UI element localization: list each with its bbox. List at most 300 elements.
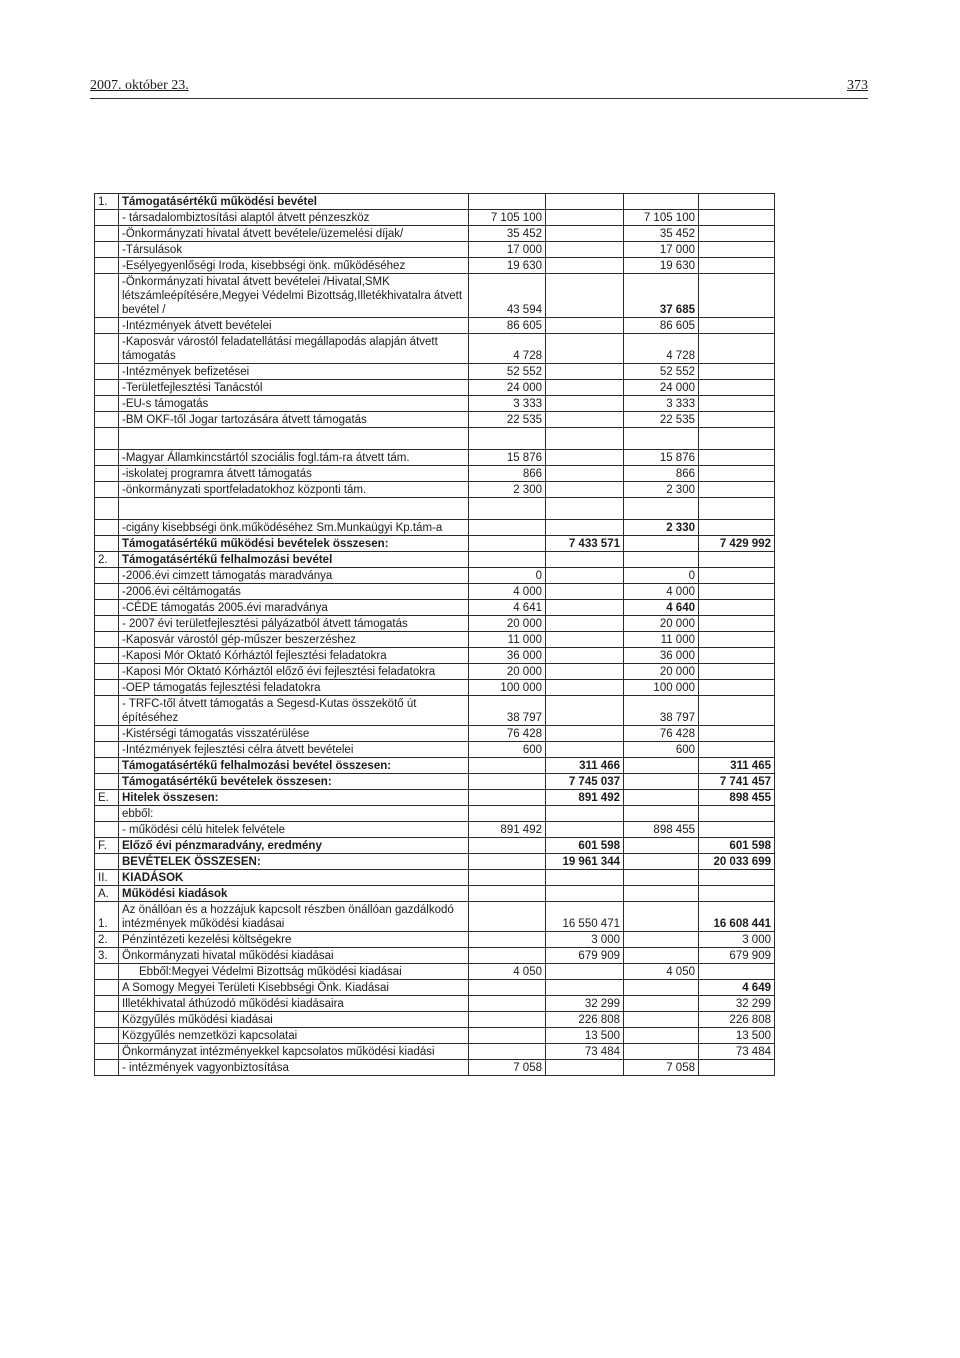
value-col-2 (546, 822, 624, 838)
row-number: A. (95, 886, 119, 902)
value-col-3 (624, 774, 699, 790)
row-label: -Intézmények befizetései (119, 364, 469, 380)
table-row (95, 450, 775, 466)
value-col-2: 7 745 037 (546, 774, 624, 790)
budget-table (94, 193, 775, 1076)
value-col-3: 38 797 (624, 696, 699, 726)
value-col-2 (546, 552, 624, 568)
table-row (95, 536, 775, 552)
row-label: -Kaposvár várostól gép-műszer beszerzéshez (119, 632, 469, 648)
table-row (95, 774, 775, 790)
value-col-1 (469, 1028, 546, 1044)
value-col-2 (546, 274, 624, 318)
table-row (95, 600, 775, 616)
row-label: -BM OKF-től Jogar tartozására átvett támogatás (119, 412, 469, 428)
value-col-1 (469, 790, 546, 806)
value-col-4 (699, 242, 775, 258)
value-col-3: 15 876 (624, 450, 699, 466)
table-row (95, 790, 775, 806)
value-col-2 (546, 696, 624, 726)
value-col-3: 4 050 (624, 964, 699, 980)
value-col-3: 7 058 (624, 1060, 699, 1076)
row-number (95, 1060, 119, 1076)
row-label: Támogatásértékű működési bevétel (119, 194, 469, 210)
budget-table-body (95, 194, 775, 1076)
row-label: Közgyűlés nemzetközi kapcsolatai (119, 1028, 469, 1044)
value-col-2 (546, 380, 624, 396)
row-label: -CÉDE támogatás 2005.évi maradványa (119, 600, 469, 616)
value-col-2 (546, 498, 624, 520)
value-col-4 (699, 364, 775, 380)
value-col-2 (546, 210, 624, 226)
row-label: BEVÉTELEK ÖSSZESEN: (119, 854, 469, 870)
value-col-1 (469, 886, 546, 902)
value-col-1: 76 428 (469, 726, 546, 742)
value-col-3: 36 000 (624, 648, 699, 664)
row-label: Hitelek összesen: (119, 790, 469, 806)
value-col-2 (546, 1060, 624, 1076)
value-col-4 (699, 680, 775, 696)
row-number (95, 568, 119, 584)
value-col-1: 2 300 (469, 482, 546, 498)
row-number (95, 664, 119, 680)
row-label: - működési célú hitelek felvétele (119, 822, 469, 838)
row-label: -iskolatej programra átvett támogatás (119, 466, 469, 482)
value-col-1: 35 452 (469, 226, 546, 242)
table-row (95, 226, 775, 242)
row-number (95, 498, 119, 520)
value-col-1: 3 333 (469, 396, 546, 412)
table-row (95, 822, 775, 838)
row-label: -EU-s támogatás (119, 396, 469, 412)
value-col-4 (699, 1060, 775, 1076)
value-col-1 (469, 932, 546, 948)
value-col-1 (469, 1012, 546, 1028)
value-col-4: 601 598 (699, 838, 775, 854)
value-col-4: 32 299 (699, 996, 775, 1012)
table-row (95, 664, 775, 680)
table-row (95, 412, 775, 428)
value-col-4 (699, 568, 775, 584)
table-row (95, 1012, 775, 1028)
value-col-4: 3 000 (699, 932, 775, 948)
value-col-2: 32 299 (546, 996, 624, 1012)
value-col-1: 19 630 (469, 258, 546, 274)
row-number: E. (95, 790, 119, 806)
value-col-1 (469, 996, 546, 1012)
value-col-1 (469, 870, 546, 886)
value-col-2 (546, 334, 624, 364)
value-col-2 (546, 450, 624, 466)
value-col-4 (699, 466, 775, 482)
row-number: 2. (95, 552, 119, 568)
row-number (95, 980, 119, 996)
row-label: -Önkormányzati hivatal átvett bevétele/üzemelési díjak/ (119, 226, 469, 242)
value-col-4 (699, 210, 775, 226)
value-col-1: 0 (469, 568, 546, 584)
row-number (95, 242, 119, 258)
table-row (95, 616, 775, 632)
row-label: -Intézmények átvett bevételei (119, 318, 469, 334)
table-row (95, 194, 775, 210)
value-col-1: 43 594 (469, 274, 546, 318)
value-col-1 (469, 194, 546, 210)
value-col-1: 22 535 (469, 412, 546, 428)
value-col-3 (624, 790, 699, 806)
row-number (95, 396, 119, 412)
value-col-2 (546, 520, 624, 536)
value-col-3: 0 (624, 568, 699, 584)
value-col-2 (546, 364, 624, 380)
value-col-4 (699, 258, 775, 274)
value-col-1: 4 000 (469, 584, 546, 600)
value-col-1: 600 (469, 742, 546, 758)
value-col-4: 7 741 457 (699, 774, 775, 790)
value-col-2 (546, 648, 624, 664)
value-col-2: 891 492 (546, 790, 624, 806)
row-label: KIADÁSOK (119, 870, 469, 886)
value-col-4 (699, 450, 775, 466)
row-number (95, 482, 119, 498)
value-col-3 (624, 758, 699, 774)
row-number (95, 726, 119, 742)
value-col-2: 601 598 (546, 838, 624, 854)
row-number (95, 466, 119, 482)
value-col-3: 19 630 (624, 258, 699, 274)
value-col-4 (699, 822, 775, 838)
value-col-2 (546, 806, 624, 822)
value-col-4 (699, 870, 775, 886)
table-row (95, 980, 775, 996)
value-col-3: 4 728 (624, 334, 699, 364)
value-col-1 (469, 902, 546, 932)
value-col-1 (469, 1044, 546, 1060)
value-col-2 (546, 428, 624, 450)
value-col-2 (546, 726, 624, 742)
value-col-4 (699, 498, 775, 520)
value-col-1: 20 000 (469, 664, 546, 680)
row-label: -2006.évi cimzett támogatás maradványa (119, 568, 469, 584)
row-label: - társadalombiztosítási alaptól átvett pénzeszköz (119, 210, 469, 226)
table-row (95, 428, 775, 450)
value-col-1 (469, 520, 546, 536)
value-col-3: 52 552 (624, 364, 699, 380)
table-row (95, 568, 775, 584)
row-number (95, 1012, 119, 1028)
table-row (95, 258, 775, 274)
value-col-4 (699, 806, 775, 822)
value-col-1: 36 000 (469, 648, 546, 664)
value-col-2: 16 550 471 (546, 902, 624, 932)
row-number (95, 536, 119, 552)
table-row (95, 364, 775, 380)
row-label: -önkormányzati sportfeladatokhoz központi tám. (119, 482, 469, 498)
value-col-2 (546, 870, 624, 886)
value-col-3: 17 000 (624, 242, 699, 258)
value-col-3 (624, 902, 699, 932)
value-col-3: 2 330 (624, 520, 699, 536)
row-label: Az önállóan és a hozzájuk kapcsolt részben önállóan gazdálkodó intézmények működési kiadásai (119, 902, 469, 932)
value-col-2 (546, 258, 624, 274)
value-col-3: 76 428 (624, 726, 699, 742)
row-number (95, 822, 119, 838)
value-col-1 (469, 948, 546, 964)
value-col-1: 4 728 (469, 334, 546, 364)
value-col-2 (546, 980, 624, 996)
table-row (95, 902, 775, 932)
table-row (95, 210, 775, 226)
value-col-3 (624, 886, 699, 902)
row-label: Támogatásértékű működési bevételek összesen: (119, 536, 469, 552)
value-col-1: 15 876 (469, 450, 546, 466)
table-row (95, 396, 775, 412)
value-col-2: 73 484 (546, 1044, 624, 1060)
value-col-4: 73 484 (699, 1044, 775, 1060)
value-col-3 (624, 1044, 699, 1060)
row-number (95, 380, 119, 396)
value-col-2 (546, 742, 624, 758)
row-number (95, 742, 119, 758)
value-col-2: 19 961 344 (546, 854, 624, 870)
table-row (95, 1028, 775, 1044)
value-col-3 (624, 428, 699, 450)
row-label: - intézmények vagyonbiztosítása (119, 1060, 469, 1076)
value-col-4 (699, 742, 775, 758)
value-col-2 (546, 616, 624, 632)
value-col-3 (624, 948, 699, 964)
value-col-4 (699, 334, 775, 364)
value-col-1: 866 (469, 466, 546, 482)
table-row (95, 870, 775, 886)
row-label: ebből: (119, 806, 469, 822)
value-col-4 (699, 520, 775, 536)
row-number: II. (95, 870, 119, 886)
value-col-3: 35 452 (624, 226, 699, 242)
value-col-2 (546, 412, 624, 428)
table-row (95, 482, 775, 498)
row-number (95, 806, 119, 822)
table-row (95, 806, 775, 822)
value-col-3 (624, 536, 699, 552)
row-label (119, 428, 469, 450)
table-row (95, 648, 775, 664)
row-number (95, 258, 119, 274)
row-number (95, 450, 119, 466)
value-col-4: 311 465 (699, 758, 775, 774)
table-row (95, 854, 775, 870)
row-number (95, 964, 119, 980)
value-col-1 (469, 980, 546, 996)
value-col-2 (546, 632, 624, 648)
value-col-1: 100 000 (469, 680, 546, 696)
value-col-3 (624, 498, 699, 520)
value-col-4 (699, 664, 775, 680)
value-col-3: 22 535 (624, 412, 699, 428)
row-number (95, 412, 119, 428)
value-col-4: 898 455 (699, 790, 775, 806)
row-label: -Kaposvár várostól feladatellátási megállapodás alapján átvett támogatás (119, 334, 469, 364)
table-row (95, 318, 775, 334)
value-col-2 (546, 584, 624, 600)
value-col-1 (469, 806, 546, 822)
value-col-3 (624, 870, 699, 886)
table-row (95, 838, 775, 854)
value-col-1: 24 000 (469, 380, 546, 396)
value-col-1: 4 641 (469, 600, 546, 616)
row-label: -Kistérségi támogatás visszatérülése (119, 726, 469, 742)
value-col-2 (546, 680, 624, 696)
row-number (95, 648, 119, 664)
value-col-1: 17 000 (469, 242, 546, 258)
row-label: -OEP támogatás fejlesztési feladatokra (119, 680, 469, 696)
row-label: -Magyar Államkincstártól szociális fogl.tám-ra átvett tám. (119, 450, 469, 466)
value-col-4: 679 909 (699, 948, 775, 964)
table-row (95, 380, 775, 396)
value-col-3: 3 333 (624, 396, 699, 412)
value-col-3 (624, 854, 699, 870)
table-row (95, 726, 775, 742)
row-label: -Kaposi Mór Oktató Kórháztól előző évi fejlesztési feladatokra (119, 664, 469, 680)
row-label: Illetékhivatal áthúzodó működési kiadásaira (119, 996, 469, 1012)
table-row (95, 1044, 775, 1060)
value-col-4 (699, 380, 775, 396)
value-col-4 (699, 428, 775, 450)
value-col-2: 3 000 (546, 932, 624, 948)
value-col-3: 100 000 (624, 680, 699, 696)
value-col-2: 13 500 (546, 1028, 624, 1044)
row-label: -Kaposi Mór Oktató Kórháztól fejlesztési feladatokra (119, 648, 469, 664)
table-row (95, 632, 775, 648)
value-col-2 (546, 396, 624, 412)
value-col-1 (469, 536, 546, 552)
row-number (95, 364, 119, 380)
value-col-4: 7 429 992 (699, 536, 775, 552)
table-row (95, 996, 775, 1012)
value-col-3 (624, 1012, 699, 1028)
row-label: Támogatásértékű felhalmozási bevétel (119, 552, 469, 568)
value-col-3: 4 640 (624, 600, 699, 616)
row-number (95, 520, 119, 536)
row-number (95, 318, 119, 334)
value-col-1: 7 105 100 (469, 210, 546, 226)
value-col-2 (546, 242, 624, 258)
value-col-2 (546, 664, 624, 680)
row-label (119, 498, 469, 520)
row-label: Ebből:Megyei Védelmi Bizottság működési kiadásai (119, 964, 469, 980)
table-row (95, 758, 775, 774)
value-col-2: 679 909 (546, 948, 624, 964)
row-number (95, 210, 119, 226)
row-number: 2. (95, 932, 119, 948)
row-label: -Intézmények fejlesztési célra átvett bevételei (119, 742, 469, 758)
value-col-4 (699, 726, 775, 742)
value-col-3: 86 605 (624, 318, 699, 334)
value-col-3 (624, 932, 699, 948)
table-row (95, 498, 775, 520)
row-label: - TRFC-től átvett támogatás a Segesd-Kutas összekötő út építéséhez (119, 696, 469, 726)
value-col-1 (469, 428, 546, 450)
row-label: Önkormányzat intézményekkel kapcsolatos működési kiadási (119, 1044, 469, 1060)
value-col-4 (699, 412, 775, 428)
row-label: Támogatásértékű bevételek összesen: (119, 774, 469, 790)
row-number: 3. (95, 948, 119, 964)
row-label: -cigány kisebbségi önk.működéséhez Sm.Munkaügyi Kp.tám-a (119, 520, 469, 536)
row-number (95, 854, 119, 870)
value-col-3: 20 000 (624, 664, 699, 680)
row-label: A Somogy Megyei Területi Kisebbségi Önk. Kiadásai (119, 980, 469, 996)
table-row (95, 964, 775, 980)
row-number (95, 274, 119, 318)
value-col-4 (699, 194, 775, 210)
row-label: Támogatásértékű felhalmozási bevétel összesen: (119, 758, 469, 774)
value-col-3 (624, 838, 699, 854)
value-col-4 (699, 616, 775, 632)
value-col-3: 4 000 (624, 584, 699, 600)
value-col-1 (469, 838, 546, 854)
value-col-1: 11 000 (469, 632, 546, 648)
value-col-2 (546, 964, 624, 980)
value-col-4 (699, 886, 775, 902)
value-col-3 (624, 980, 699, 996)
table-row (95, 334, 775, 364)
table-row (95, 242, 775, 258)
table-row (95, 520, 775, 536)
value-col-2 (546, 466, 624, 482)
row-label: -Önkormányzati hivatal átvett bevételei /Hivatal,SMK létszámleépítésére,Megyei Védelmi Bizottság,Illetékhivatalra átvett bevétel / (119, 274, 469, 318)
value-col-4: 226 808 (699, 1012, 775, 1028)
value-col-3 (624, 194, 699, 210)
table-row (95, 1060, 775, 1076)
value-col-3: 2 300 (624, 482, 699, 498)
value-col-3: 600 (624, 742, 699, 758)
value-col-4: 16 608 441 (699, 902, 775, 932)
table-row (95, 696, 775, 726)
table-row (95, 948, 775, 964)
table-row (95, 680, 775, 696)
value-col-3 (624, 806, 699, 822)
row-label: Közgyűlés működési kiadásai (119, 1012, 469, 1028)
row-number: 1. (95, 194, 119, 210)
value-col-4 (699, 696, 775, 726)
value-col-4 (699, 648, 775, 664)
value-col-4: 4 649 (699, 980, 775, 996)
value-col-4: 20 033 699 (699, 854, 775, 870)
value-col-2 (546, 482, 624, 498)
value-col-1: 38 797 (469, 696, 546, 726)
row-label: Előző évi pénzmaradvány, eredmény (119, 838, 469, 854)
value-col-2: 311 466 (546, 758, 624, 774)
value-col-1 (469, 552, 546, 568)
value-col-2 (546, 318, 624, 334)
value-col-1 (469, 774, 546, 790)
value-col-1: 20 000 (469, 616, 546, 632)
value-col-2 (546, 886, 624, 902)
row-number (95, 680, 119, 696)
value-col-1: 86 605 (469, 318, 546, 334)
value-col-4 (699, 274, 775, 318)
value-col-3: 11 000 (624, 632, 699, 648)
row-number (95, 428, 119, 450)
value-col-3 (624, 1028, 699, 1044)
page-header (90, 78, 868, 99)
table-row (95, 584, 775, 600)
row-label: -Társulások (119, 242, 469, 258)
row-label: Működési kiadások (119, 886, 469, 902)
value-col-2 (546, 194, 624, 210)
row-number: 1. (95, 902, 119, 932)
header-date: 2007. október 23. (90, 78, 189, 93)
row-number (95, 584, 119, 600)
